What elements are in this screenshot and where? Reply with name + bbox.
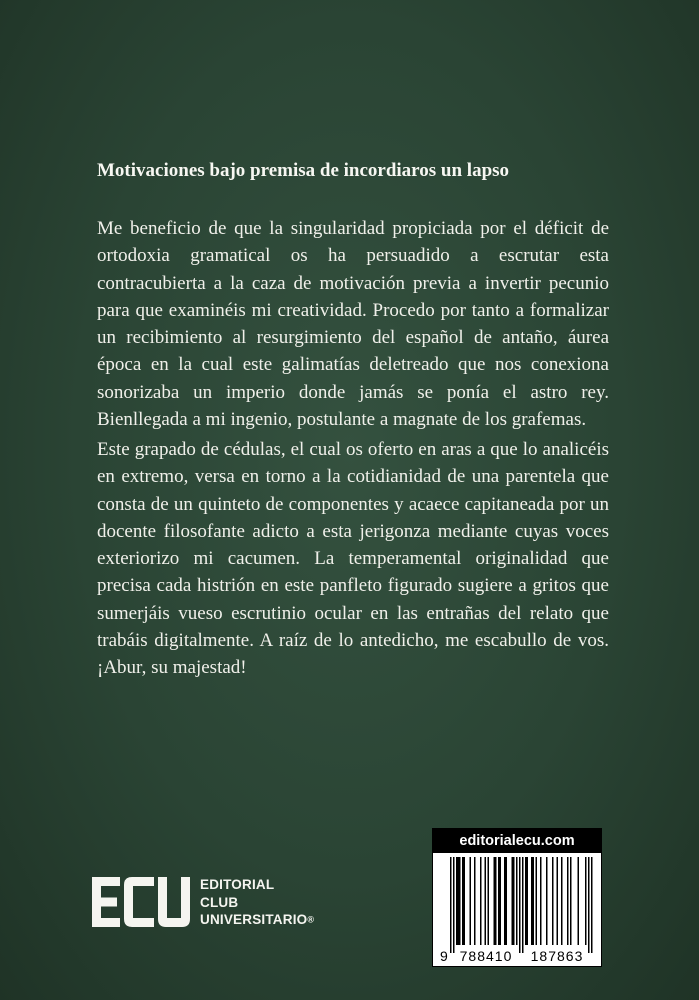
barcode-bar bbox=[552, 857, 554, 945]
publisher-line-3: UNIVERSITARIO® bbox=[200, 912, 315, 927]
barcode-bar bbox=[495, 857, 497, 945]
barcode-bar bbox=[527, 857, 529, 945]
barcode-bar bbox=[557, 857, 559, 945]
registered-mark: ® bbox=[307, 914, 315, 925]
barcode-bar bbox=[570, 857, 572, 945]
barcode-bar bbox=[462, 857, 464, 945]
isbn-barcode bbox=[432, 828, 602, 967]
barcode-bar bbox=[561, 857, 563, 945]
barcode-bar bbox=[453, 857, 455, 953]
barcode-bar bbox=[516, 857, 518, 945]
blurb-title: Motivaciones bajo premisa de incordiaros un lapso bbox=[97, 160, 510, 181]
barcode-bar bbox=[458, 857, 460, 945]
barcode-bar bbox=[500, 857, 502, 945]
barcode-bar bbox=[456, 857, 458, 945]
barcode-bar bbox=[459, 857, 461, 945]
barcode-group-2: 187863 bbox=[530, 948, 584, 964]
barcode-bar bbox=[474, 857, 476, 945]
barcode-bar bbox=[540, 857, 542, 945]
barcode-bar bbox=[533, 857, 535, 945]
barcode-bar bbox=[522, 857, 524, 953]
barcode-bar bbox=[513, 857, 515, 945]
blurb-paragraph-1: Me beneficio de que la singularidad propiciada por el déficit de ortodoxia gramatical os ha persuadido a escrutar esta contracubierta a la caza de motivación previa a invertir pecunio para que examinéis mi creatividad. Procedo por tanto a formalizar un recibimiento al resurgimiento del español de antaño, áurea época en la cual este galimatías deletreado que nos conexiona sonorizaba un imperio donde jamás se ponía el astro rey. Bienllegada a mi ingenio, postulante a magnate de los grafemas. bbox=[97, 218, 609, 431]
barcode-group-1: 788410 bbox=[459, 948, 513, 964]
barcode-bar bbox=[485, 857, 487, 945]
barcode-bars bbox=[433, 853, 601, 966]
barcode-bar bbox=[588, 857, 590, 953]
barcode-bar bbox=[470, 857, 472, 945]
barcode-prefix-digit: 9 bbox=[440, 948, 448, 964]
publisher-line-1: EDITORIAL bbox=[200, 877, 275, 892]
barcode-bar bbox=[567, 857, 569, 945]
barcode-bar bbox=[531, 857, 533, 945]
barcode-bar bbox=[498, 857, 500, 945]
barcode-bar bbox=[578, 857, 580, 945]
barcode-bar bbox=[450, 857, 452, 953]
barcode-bar bbox=[512, 857, 514, 945]
publisher-website: editorialecu.com bbox=[433, 829, 601, 853]
barcode-bar bbox=[591, 857, 593, 953]
barcode-bar bbox=[546, 857, 548, 945]
publisher-logo bbox=[88, 873, 328, 931]
blurb-paragraph-2: Este grapado de cédulas, el cual os oferto en aras a que lo analicéis en extremo, versa en torno a la cotidianidad de una parentela que consta de un quinteto de componentes y acaece capitaneada por un docente filosofante adicto a esta jerigonza mediante cuyas voces exteriorizo mi cacumen. La temperamental originalidad que precisa cada histrión en este panfleto figurado sugiere a gritos que sumerjáis vueso escrutinio ocular en las entrañas del relato que trabáis digitalmente. A raíz de lo antedicho, me escabullo de vos. ¡Abur, su majestad! bbox=[97, 439, 609, 679]
publisher-line-2: CLUB bbox=[200, 894, 239, 910]
barcode-bar bbox=[488, 857, 490, 945]
barcode-bar bbox=[525, 857, 527, 945]
barcode-bar bbox=[494, 857, 496, 945]
barcode-bar bbox=[464, 857, 466, 945]
barcode-bar bbox=[504, 857, 506, 945]
barcode-bar bbox=[506, 857, 508, 945]
barcode-bar bbox=[480, 857, 482, 945]
ecu-logo-mark-icon bbox=[88, 873, 194, 931]
barcode-bar bbox=[536, 857, 538, 945]
publisher-name bbox=[200, 876, 314, 929]
barcode-bar bbox=[519, 857, 521, 953]
barcode-bar bbox=[585, 857, 587, 945]
